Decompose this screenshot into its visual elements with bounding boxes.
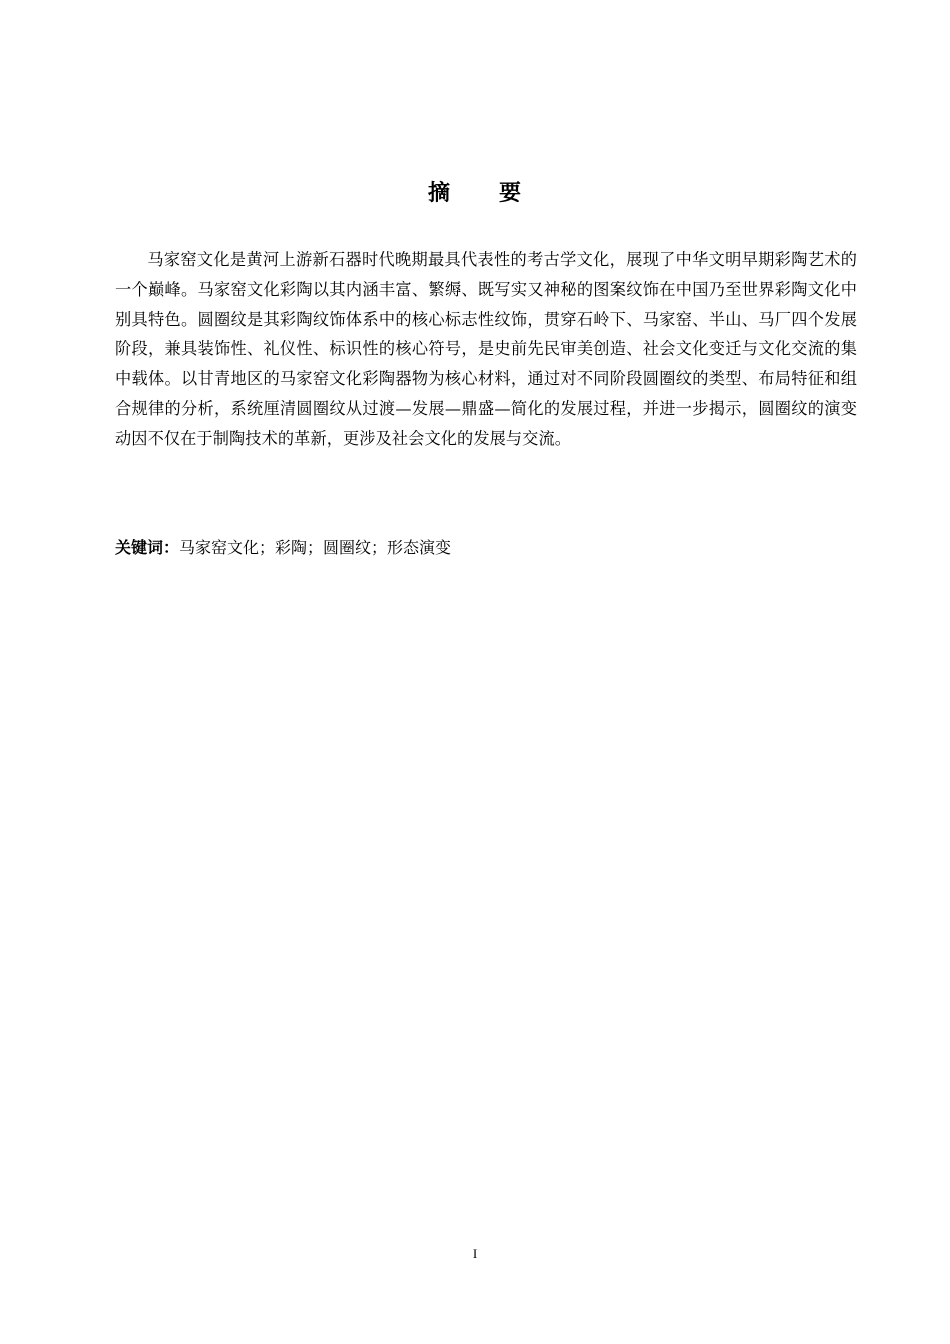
page-title xyxy=(0,178,950,210)
page-number: I xyxy=(472,1246,478,1261)
keywords-label: 关键词： xyxy=(115,538,180,557)
keywords-value: 马家窑文化；彩陶；圆圈纹；形态演变 xyxy=(179,538,452,557)
keywords-line xyxy=(115,534,857,562)
title-char-2: 要 xyxy=(499,181,523,206)
title-char-1: 摘 xyxy=(427,181,451,206)
abstract-paragraph: 马家窑文化是黄河上游新石器时代晚期最具代表性的考古学文化，展现了中华文明早期彩陶艺术的一个巅峰。马家窑文化彩陶以其内涵丰富、繁缛、既写实又神秘的图案纹饰在中国乃至世界彩陶文化中别具特色。圆圈纹是其彩陶纹饰体系中的核心标志性纹饰，贯穿石岭下、马家窑、半山、马厂四个发展阶段，兼具装饰性、礼仪性、标识性的核心符号，是史前先民审美创造、社会文化变迁与文化交流的集中载体。以甘青地区的马家窑文化彩陶器物为核心材料，通过对不同阶段圆圈纹的类型、布局特征和组合规律的分析，系统厘清圆圈纹从过渡—发展—鼎盛—简化的发展过程，并进一步揭示，圆圈纹的演变动因不仅在于制陶技术的革新，更涉及社会文化的发展与交流。 xyxy=(115,250,857,448)
